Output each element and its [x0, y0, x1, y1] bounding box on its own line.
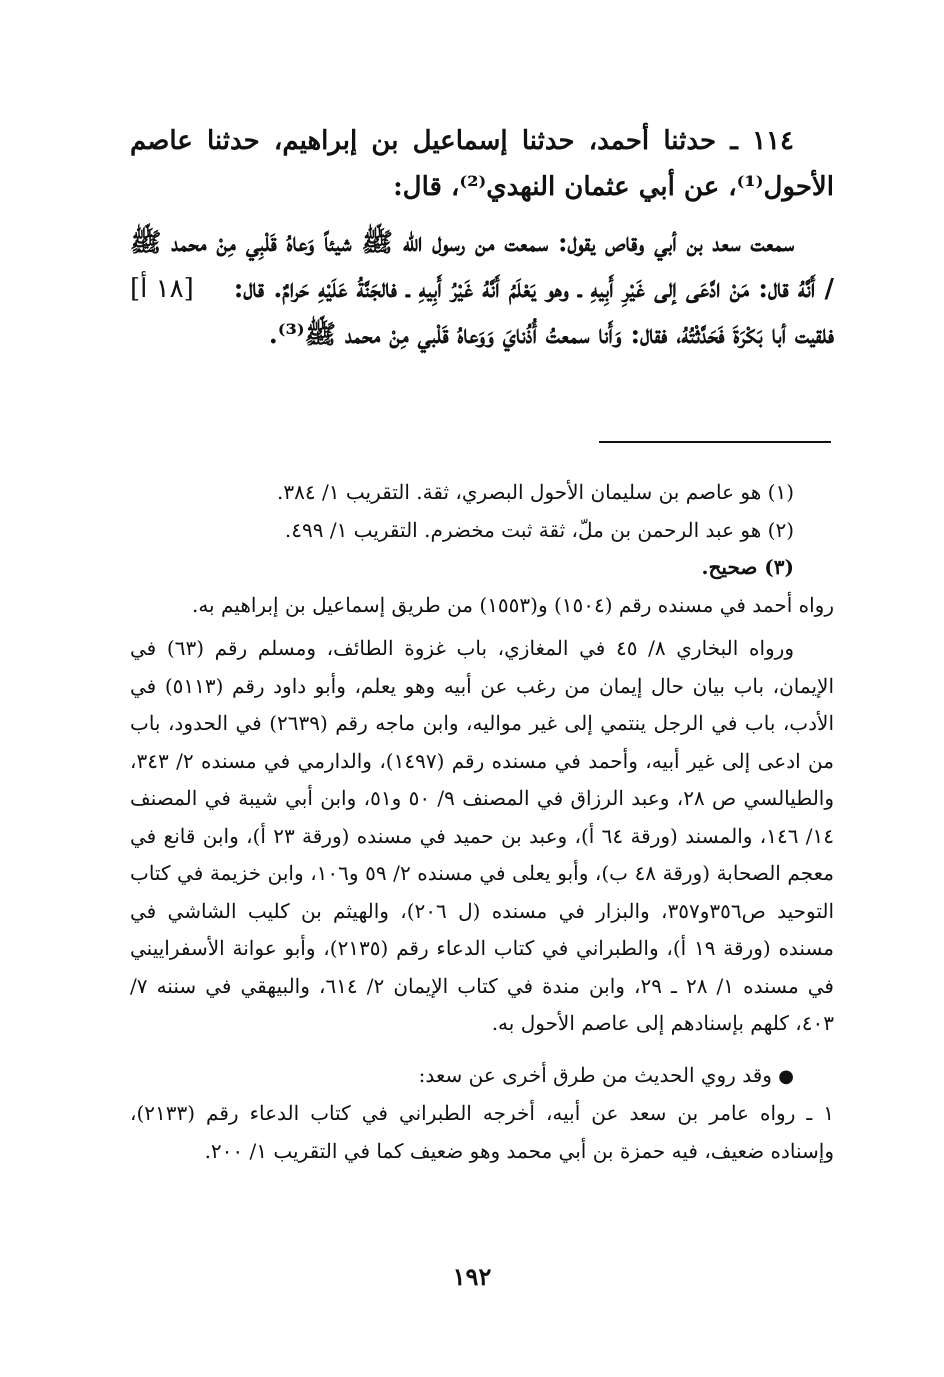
- footnote-separator: [599, 441, 831, 443]
- footnote-3-first-line: رواه أحمد في مسنده رقم (١٥٠٤) و(١٥٥٣) من طريق إسماعيل بن إبراهيم به.: [191, 592, 834, 617]
- hadith-chain-paragraph: ١١٤ ـ حدثنا أحمد، حدثنا إسماعيل بن إبراهيم، حدثنا عاصم الأحول⁽¹⁾، عن أبي عثمان النهدي⁽²⁾، قال:: [130, 126, 834, 202]
- hadith-main-text: [130, 118, 834, 358]
- route-1: ١ ـ رواه عامر بن سعد عن أبيه، أخرجه الطبراني في كتاب الدعاء رقم (٢١٣٣)، وإسناده ضعيف، فيه حمزة بن أبي محمد وهو ضعيف كما في التقريب ١/ ٢٠٠.: [130, 1101, 834, 1163]
- page-number: ١٩٢: [452, 1262, 492, 1291]
- folio-marker: [١٨ أ]: [130, 274, 194, 304]
- footnotes-section: [130, 474, 834, 1170]
- footnote-3: (٣) صحيح.: [701, 555, 794, 579]
- hadith-text-part2: أَنَّهُ قال: مَنْ ادَّعَى إلى غَيْرِ أَبِيهِ ـ وهو يَعْلَمُ أَنَّهُ غَيْرُ أَبِيهِ ـ فالجَنَّةُ عَلَيْهِ حَرامٌ. قال: فلقيت أبا بَكْرَةَ فَحَدَّثْتُهُ، فقال: وَأَنا سمعتُ أُذُنايَ وَوَعاهُ قَلْبي مِنْ محمد ﷺ⁽³⁾.: [233, 274, 834, 350]
- footnote-1: (١) هو عاصم بن سليمان الأحول البصري، ثقة. التقريب ١/ ٣٨٤.: [277, 480, 794, 504]
- hadith-text-part1: سمعت سعد بن أبي وقاص يقول: سمعت من رسول الله ﷺ شيئاً وَعاهُ قَلْبِي مِنْ محمد ﷺ /: [130, 228, 834, 304]
- other-routes-text: وقد روي الحديث من طرق أخرى عن سعد:: [418, 1062, 772, 1087]
- footnote-3-takhrij-paragraph: ورواه البخاري ٨/ ٤٥ في المغازي، باب غزوة الطائف، ومسلم رقم (٦٣) في الإيمان، باب بيان حال إيمان من رغب عن أبيه وهو يعلم، وأبو داود رقم (٥١١٣) في الأدب، باب في الرجل ينتمي إلى غير مواليه، وابن ماجه رقم (٢٦٣٩) في الحدود، باب من ادعى إلى غير أبيه، وأحمد في مسنده رقم (١٤٩٧)، والدارمي في مسنده ٢/ ٣٤٣، والطيالسي ص ٢٨، وعبد الرزاق في المصنف ٩/ ٥٠ و٥١، وابن أبي شيبة في المصنف ١٤/ ١٤٦، والمسند (ورقة ٦٤ أ)، وعبد بن حميد في مسنده (ورقة ٢٣ أ)، وابن قانع في معجم الصحابة (ورقة ٤٨ ب)، وأبو يعلى في مسنده ٢/ ٥٩ و١٠٦، وابن خزيمة في كتاب التوحيد ص٣٥٦و٣٥٧، والبزار في مسنده (ل ٢٠٦)، والهيثم بن كليب الشاشي في مسنده (ورقة ١٩ أ)، والطبراني في كتاب الدعاء رقم (٢١٣٥)، وأبو عوانة الأسفراييني في مسنده ١/ ٢٨ ـ ٢٩، وابن مندة في كتاب الإيمان ٢/ ٦١٤، والبيهقي في سننه ٧/ ٤٠٣، كلهم بإسنادهم إلى عاصم الأحول به.: [130, 636, 835, 1035]
- bullet-icon: ●: [778, 1065, 794, 1087]
- hadith-number: ١١٤: [752, 126, 794, 156]
- other-routes-heading: [130, 1057, 834, 1096]
- footnote-2: (٢) هو عبد الرحمن بن ملّ، ثقة ثبت مخضرم. التقريب ١/ ٤٩٩.: [284, 517, 794, 542]
- hadith-text-paragraph: [130, 220, 834, 358]
- hadith-chain: حدثنا أحمد، حدثنا إسماعيل بن إبراهيم، حدثنا عاصم الأحول⁽¹⁾، عن أبي عثمان النهدي⁽²⁾، قال:: [130, 126, 834, 202]
